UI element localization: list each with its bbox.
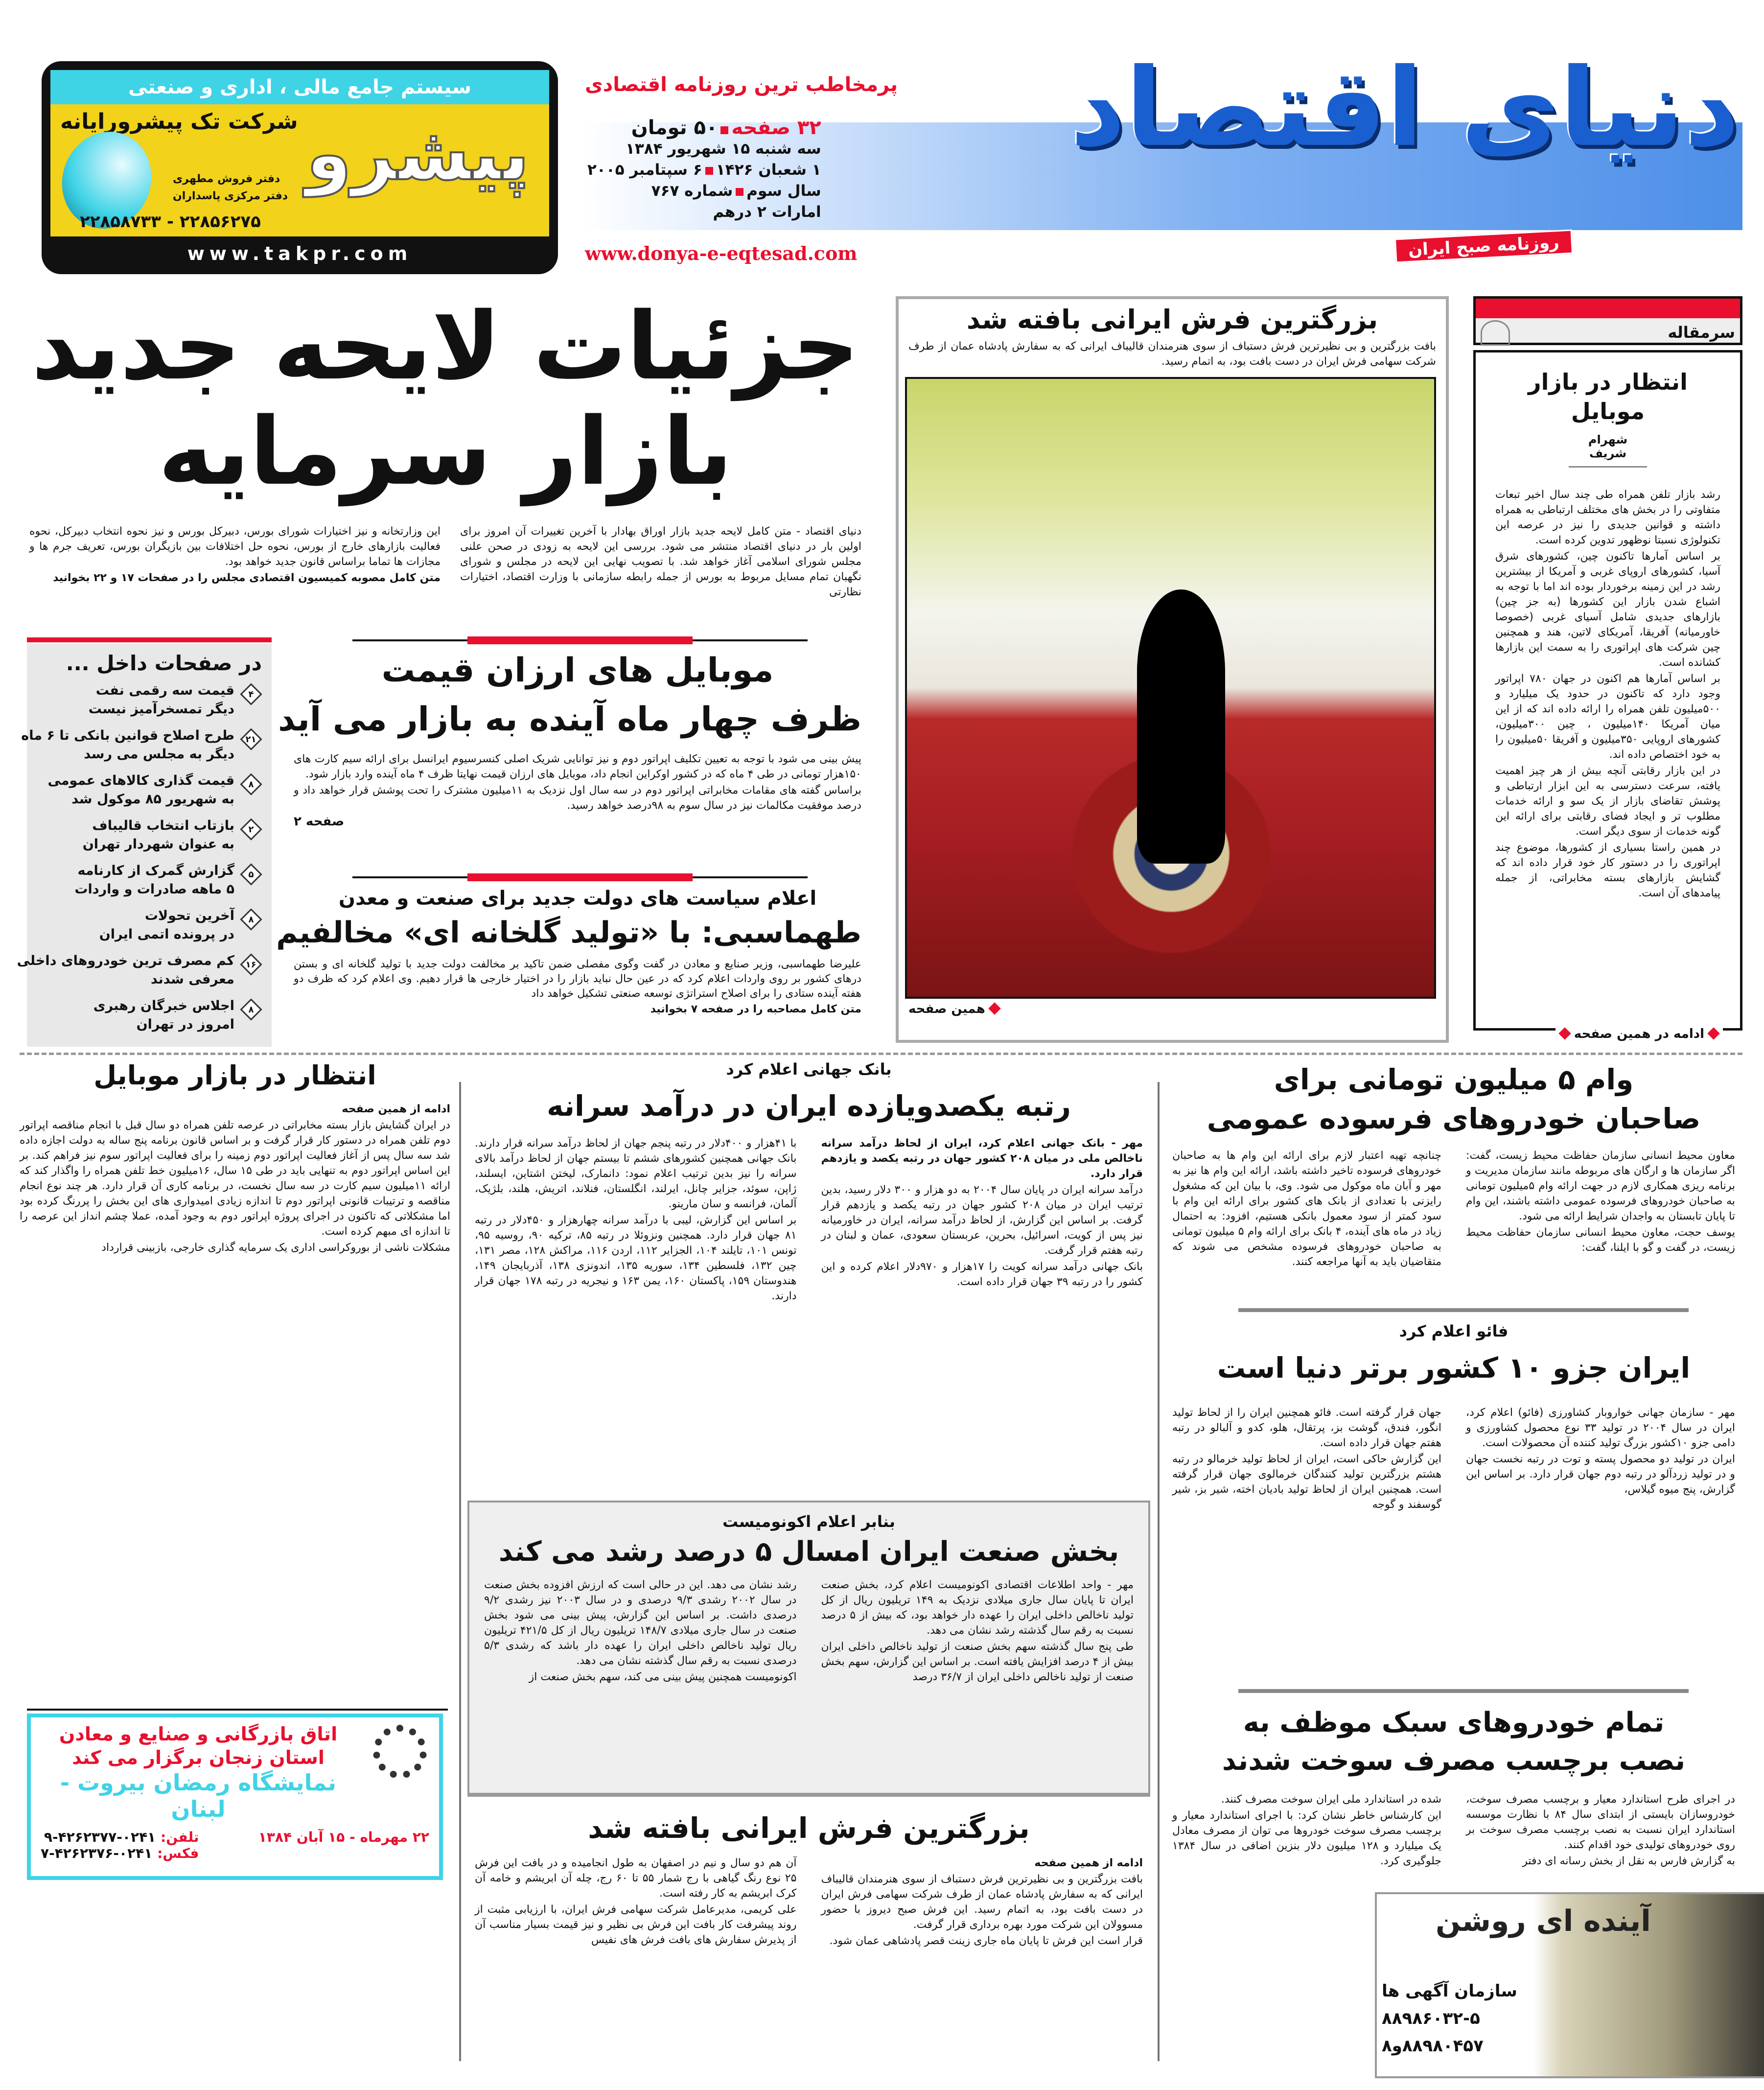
- fao-body: مهر - سازمان جهانی خواروبار کشاورزی (فائو) اعلام کرد، ایران در سال ۲۰۰۴ در تولید ۳۳ نوع محصول کشاورزی و دامی جزو ۱۰کشور بزرگ تولید کننده آن محصولات است. ایران در تولید دو محصول پسته و توت در رتبه نخست جهان و در تولید زردآلو در رتبه دوم جهان قرار دارد. بر اساس این گزارش، پنج میوه گیلاس، جهان قرار گرفته است. فائو همچنین ایران را از لحاظ تولید انگور، فندق، گوشت بز، پرتقال، هلو، کدو و آلبالو در رتبه هفتم جهان قرار داده است. این گزارش حاکی است، ایران از لحاظ تولید خرمالو در رتبه هشتم بزرگترین تولید کنندگان خرمالوی جهان قرار گرفته است. همچنین ایران از لحاظ تولید بادیان اخته، شیر بز، شیر گوسفند و گوجه: [1172, 1407, 1735, 1511]
- uae-price: امارات ۲ درهم: [713, 203, 821, 221]
- ad-office: دفتر مرکزی پاسداران: [173, 190, 288, 202]
- ad-dates: ۲۲ مهرماه - ۱۵ آبان ۱۳۸۴: [258, 1829, 429, 1845]
- economist-kicker: بنابر اعلام اکونومیست: [722, 1512, 895, 1531]
- worldbank-kicker: بانک جهانی اعلام کرد: [726, 1060, 892, 1079]
- item-line: قیمت گذاری کالاهای عمومی: [47, 773, 234, 788]
- economist-headline[interactable]: بخش صنعت ایران امسال ۵ درصد رشد می کند: [498, 1536, 1119, 1568]
- newspaper-logo: دنیای اقتصاد: [1070, 45, 1740, 170]
- photo-story-box: [896, 296, 1449, 1043]
- slogan: پرمخاطب ترین روزنامه اقتصادی: [585, 73, 898, 96]
- page-number-diamond-icon: ۸: [240, 998, 262, 1020]
- inside-page-item[interactable]: [37, 907, 262, 944]
- editorial-continue[interactable]: ادامه در همین صفحه: [1574, 1027, 1704, 1041]
- item-line: ۵ ماهه صادرات و واردات: [74, 882, 234, 897]
- ad-office: دفتر فروش مطهری: [173, 173, 280, 185]
- section-divider: [20, 1053, 1742, 1055]
- editorial-label: سرمقاله: [1668, 323, 1735, 342]
- item-line: گزارش گمرک از کارنامه: [77, 863, 234, 878]
- page-number-diamond-icon: ۸: [240, 773, 262, 795]
- cars-headline[interactable]: تمام خودروهای سبک موظف به نصب برچسب مصرف سوخت شدند: [1222, 1707, 1686, 1777]
- economist-box: بنابر اعلام اکونومیست بخش صنعت ایران امسال ۵ درصد رشد می کند مهر - واحد اطلاعات اقتصادی اکونومیست اعلام کرد، بخش صنعت ایران تا پایان سال جاری میلادی نزدیک به ۱۴۹ تریلیون ریال از کل تولید ناخالص داخلی ایران را عهده دار خواهد بود، که بیش از ۵ درصد نسبت به رقم سال گذشته رشد نشان می دهد. طی پنج سال گذشته سهم بخش صنعت از تولید ناخالص داخلی ایران بیش از ۴ درصد افزایش یافته است. بر اساس این گزارش، سهم بخش صنعت از تولید ناخالص داخلی ایران از ۳۶/۷ درصد رشد نشان می دهد. این در حالی است که ارزش افزوده بخش صنعت در سال ۲۰۰۲ رشدی ۹/۳ درصدی و در سال ۲۰۰۳ نیز رشدی ۹/۲ درصدی داشت. بر اساس این گزارش، پیش بینی می شود بخش صنعت در سال جاری میلادی ۱۴۸/۷ تریلیون ریال از کل ۴۲۱/۵ تریلیون ریال تولید ناخالص داخلی ایران را عهده دار باشد که رشدی ۵/۳ درصدی نسبت به رقم سال گذشته نشان می دهد. اکونومیست همچنین پیش بینی می کند، سهم بخش صنعت از: [467, 1501, 1150, 1797]
- ad-phones: ۲۲۸۵۶۲۷۵ - ۲۲۸۵۸۷۳۳: [80, 212, 261, 232]
- mobile-cont-body: ادامه از همین صفحه در ایران گشایش بازار بسته مخابراتی در عرصه تلفن همراه دو سال قبل با انجام مناقصه اپراتور دوم تلفن همراه در دستور کار قرار گرفت و بر اساس قانون برنامه پنج ساله به دولت اجازه داده شد سه سال پس از آغاز فعالیت اپراتور دوم زمینه را برای فعالیت اپراتور سوم نیز فراهم کند. بر این اساس اپراتور دوم به تنهایی باید در طی ۱۵ سال، ۱۶میلیون خط تلفن همراه را واگذار کند که ارائه ۱۱میلیون سیم کارت در سه سال نخست، در برنامه کاری آن قرار دارد. هر چند نوع انجام مناقصه و ترتیبات قانونی اپراتور دوم تا اندازه زیادی امیدواری های این بخش را پررنگ کرده بود اما مشکلاتی که تاکنون در اجرای پروژه اپراتور دوم به وجود آمده، عملا چشم انداز این عرصه را تا اندازه ای مبهم کرده است. مشکلات ناشی از بوروکراسی اداری یک سرمایه گذاری خارجی، بازبینی قرارداد: [20, 1103, 450, 1254]
- page-number-diamond-icon: ۱۶: [240, 953, 262, 975]
- loan-headline[interactable]: وام ۵ میلیون تومانی برای صاحبان خودروهای فرسوده عمومی: [1207, 1063, 1701, 1135]
- page-number-diamond-icon: ۸: [240, 908, 262, 930]
- item-line: در پرونده اتمی ایران: [99, 927, 234, 942]
- globe-icon: [1481, 320, 1510, 346]
- column-rule: [1158, 1082, 1160, 2061]
- website-link[interactable]: www.donya-e-eqtesad.com: [585, 242, 858, 264]
- photo-headline[interactable]: بزرگترین فرش ایرانی بافته شد: [966, 304, 1378, 335]
- inside-page-item[interactable]: [37, 772, 262, 809]
- inside-page-item[interactable]: [37, 817, 262, 854]
- item-line: اجلاس خبرگان رهبری: [93, 998, 234, 1013]
- tahmasebi-headline[interactable]: طهماسبی: با «تولید گلخانه ای» مخالفیم: [276, 916, 861, 950]
- price: ۵۰ تومان: [631, 117, 718, 139]
- photo-page-ref[interactable]: همین صفحه: [908, 1002, 985, 1016]
- cars-body: در اجرای طرح استاندارد معیار و برچسب مصرف سوخت، خودروسازان بایستی از ابتدای سال ۸۴ با نظارت موسسه استاندارد ایران نسبت به نصب برچسب مصرف سوخت بر روی خودروهای تولیدی خود اقدام کنند. به گزارش فارس به نقل از بخش رسانه ای دفتر شده در استاندارد ملی ایران سوخت مصرف کنند. این کارشناس خاطر نشان کرد: با اجرای استاندارد معیار و برچسب مصرف سوخت خودروها می توان از مصرف معادل یک میلیارد و ۱۲۸ میلیون دلار بنزین اضافی در سال ۱۳۸۴ جلوگیری کرد.: [1172, 1793, 1735, 1867]
- item-line: به عنوان شهردار تهران: [82, 837, 234, 852]
- divider: [27, 1709, 448, 1711]
- page-number-diamond-icon: ۲۱: [240, 728, 262, 750]
- page-number-diamond-icon: ۴: [240, 683, 262, 705]
- takpr-advertisement[interactable]: [42, 61, 558, 274]
- inside-page-item[interactable]: [37, 862, 262, 899]
- item-line: معرفی شدند: [150, 972, 234, 987]
- ad-header: سیستم جامع مالی ، اداری و صنعتی: [50, 70, 549, 104]
- ad-title: آینده ای روشن: [1436, 1904, 1651, 1938]
- zanjan-chamber-advertisement[interactable]: اتاق بازرگانی و صنایع و معادن استان زنجان برگزار می کند نمایشگاه رمضان بیروت - لبنان ۲۲ مهرماه - ۱۵ آبان ۱۳۸۴ تلفن: ۰۲۴۱-۴۲۶۲۳۷۷-۹ فکس: ۰۲۴۱-۴۲۶۲۳۷۶-۷: [27, 1714, 443, 1880]
- editorial-column: [1473, 296, 1742, 1043]
- divider: [1238, 1308, 1689, 1312]
- column-rule: [459, 1082, 461, 2061]
- item-line: دیگر به مجلس می رسد: [84, 747, 234, 762]
- mobile-headline[interactable]: موبایل های ارزان قیمت ظرف چهار ماه آینده به بازار می آید: [278, 651, 861, 739]
- loan-body: معاون محیط انسانی سازمان حفاظت محیط زیست، گفت: اگر سازمان ها و ارگان های مربوطه مانند سازمان مدیریت و برنامه ریزی همکاری لازم در جهت ارائه وام ۵میلیون تومانی به صاحبان خودروهای فرسوده عمومی داشته باشند، این وام تا پایان تابستان به واجدان شرایط ارائه می شود. یوسف حجت، معاون محیط انسانی سازمان حفاظت محیط زیست، در گفت و گو با ایلنا، گفت: چنانچه تهیه اعتبار لازم برای ارائه این وام ها به صاحبان خودروهای فرسوده تاخیر داشته باشد، ارائه این وام ها نیز به مهر و آبان ماه موکول می شود. وی، با بیان این که مشغول رایزنی با تعدادی از بانک های کشور برای ارائه این وام با سود کمتر از سود معمول بانکی هستیم، افزود: به احتمال زیاد در ماه های آینده، ۴ بانک برای ارائه وام ۵ میلیون تومانی به صاحبان خودروهای فرسوده مشخص می شوند که متقاضیان باید به آنها مراجعه کنند.: [1172, 1150, 1736, 1268]
- tahmasebi-body: علیرضا طهماسبی، وزیر صنایع و معادن در گفت وگوی مفصلی ضمن تاکید بر مخالفت دولت جدید با تولید گلخانه ای و بستن درهای کشور بر روی واردات اعلام کرد که در عین حال نباید بازار را در اختیار خارجی ها قرار دهیم. وی اعلام کرد که ظرف دو هفته آینده ستادی را برای اصلاح استراتژی توسعه صنعتی تشکیل خواهد داد متن کامل مصاحبه را در صفحه ۷ بخوانید: [294, 957, 861, 1018]
- worldbank-headline[interactable]: رتبه یکصدویازده ایران در درآمد سرانه: [547, 1089, 1071, 1123]
- carpet-photo: [905, 377, 1436, 999]
- mobile-cont-headline[interactable]: انتظار در بازار موبایل: [93, 1060, 376, 1091]
- lead-body-col1: دنیای اقتصاد - متن کامل لایحه جدید بازار اوراق بهادار با آخرین تغییرات آن امروز برای اولین بار در دنیای اقتصاد منتشر می شود. بررسی این لایحه به زودی در صحن علنی مجلس شورای اسلامی آغاز خواهد شد. با تصویب نهایی این لایحه در مجلس و شورای نگهبان تمام مسایل مربوط به بورس از جمله رابطه سازمانی با وزارت اقتصاد، اختیارات نظارتی: [460, 525, 861, 598]
- date-gregorian: ۶ سپتامبر ۲۰۰۵: [587, 161, 702, 179]
- item-line: دیگر تمسخرآمیز نیست: [88, 702, 234, 717]
- inside-page-item[interactable]: [37, 681, 262, 719]
- item-line: بازتاب انتخاب قالیباف: [92, 818, 234, 833]
- tahmasebi-kicker: اعلام سیاست های دولت جدید برای صنعت و معدن: [338, 887, 817, 910]
- item-line: به شهریور ۸۵ موکول شد: [71, 792, 234, 807]
- sidebar-red-bar: [27, 637, 272, 642]
- item-line: امروز در تهران: [136, 1017, 234, 1032]
- inside-title: در صفحات داخل ...: [66, 651, 262, 675]
- item-line: آخرین تحولات: [144, 908, 234, 923]
- photo-caption: بافت بزرگترین و بی نظیرترین فرش دستباف از سوی هنرمندان قالیباف ایرانی که به سفارش پادشاه عمان از طرف شرکت سهامی فرش ایران در دست بافت بود، به اتمام رسید.: [908, 340, 1436, 368]
- ad-brand-logo: پیشرو: [306, 112, 530, 197]
- ad-company: شرکت تک پیشرورایانه: [60, 109, 298, 134]
- lead-headline[interactable]: جزئیات لایحه جدید بازار سرمایه: [31, 292, 859, 506]
- fao-kicker: فائو اعلام کرد: [1399, 1322, 1509, 1340]
- year: سال سوم: [746, 182, 821, 200]
- date-hijri: ۱ شعبان ۱۴۲۶: [716, 161, 821, 179]
- worldbank-body: مهر - بانک جهانی اعلام کرد، ایران از لحاظ درآمد سرانه ناخالص ملی در میان ۲۰۸ کشور جهان در رتبه یکصد و یازدهم قرار دارد. درآمد سرانه ایران در پایان سال ۲۰۰۴ به دو هزار و ۳۰۰ دلار رسید، بدین ترتیب ایران در میان ۲۰۸ کشور جهان در رتبه یکصد و یازدهم قرار گرفت. بر اساس این گزارش، از لحاظ درآمد سرانه، ایران در خاورمیانه نیز پس از کویت، اسرائیل، بحرین، عربستان سعودی، عمان و لبنان در رتبه هفتم قرار گرفت. بانک جهانی درآمد سرانه کویت را ۱۷هزار و ۹۷۰دلار اعلام کرده و این کشور را در رتبه ۳۹ جهان قرار داده است. با ۴۱هزار و ۴۰۰دلار در رتبه پنجم جهان از لحاظ درآمد سرانه قرار دارند. بانک جهانی همچنین کشورهای ششم تا بیستم جهان از لحاظ درآمد بالای سرانه را نیز بدین ترتیب اعلام نمود: دانمارک، لیختن اشتاین، ایسلند، ژاپن، سوئد، جزایر چانل، ایرلند، انگلستان، فنلاند، اتریش، هلند، بلژیک، آلمان، فرانسه و سان مارینو. بر اساس این گزارش، لیبی با درآمد سرانه چهارهزار و ۴۵۰دلار در رتبه ۸۱ جهان قرار دارد. همچنین ونزوئلا در رتبه ۸۵، ترکیه ۹۰، روسیه ۹۵، تونس ۱۰۱، تایلند ۱۰۴، الجزایر ۱۱۲، اردن ۱۱۶، مراکش ۱۲۸، مصر ۱۳۱، چین ۱۳۲، فلسطین ۱۳۴، سوریه ۱۳۵، اندونزی ۱۳۸، آذربایجان ۱۴۹، هندوستان ۱۵۹، پاکستان ۱۶۰، یمن ۱۶۳ و نیجریه در رتبه ۱۷۸ جهان قرار دارند.: [475, 1137, 1143, 1302]
- item-line: طرح اصلاح قوانین بانکی تا ۶ ماه: [21, 728, 234, 743]
- inside-page-item[interactable]: [17, 952, 262, 989]
- woman-figure: [1137, 589, 1225, 864]
- red-accent: [467, 873, 693, 881]
- item-line: کم مصرف ترین خودروهای داخلی: [17, 953, 234, 968]
- tahmasebi-continue-link[interactable]: متن کامل مصاحبه را در صفحه ۷ بخوانید: [650, 1003, 861, 1015]
- lead-body-col2: این وزارتخانه و نیز اختیارات شورای بورس، دبیرکل بورس و نیز نحوه انتخاب دبیرکل، نحوه فعالیت بازارهای خارج از بورس، نحوه حل اختلافات بین بازیگران بورس، تعریف جرم ها و مجازات ها تماما براساس قانون جدید خواهد بود. متن کامل مصوبه کمیسیون اقتصادی مجلس را در صفحات ۱۷ و ۲۲ بخوانید: [29, 524, 441, 587]
- item-line: قیمت سه رقمی نفت: [95, 683, 234, 698]
- mobile-body: پیش بینی می شود با توجه به تعیین تکلیف اپراتور دوم و نیز توانایی شریک اصلی کنسرسیوم ایرانسل برای ارائه سیم کارت های ۱۵۰هزار تومانی در طی ۴ ماه که در کشور اوکراین انجام داد، موبایل های ارزان قیمت نهایتا ظرف ۴ ماه آینده وارد بازار شود. براساس گفته های مقامات مخابراتی اپراتور دوم در سه سال اول نزدیک به ۱۱میلیون مشترک را تحت پوشش قرار خواهد داد و درصد موفقیت مکالمات نیز در سال سوم به ۹۸درصد خواهد رسید. صفحه ۲: [294, 753, 861, 829]
- carpet-headline[interactable]: بزرگترین فرش ایرانی بافته شد: [588, 1811, 1030, 1845]
- carpet-body: ادامه از همین صفحه بافت بزرگترین و بی نظیرترین فرش دستباف از سوی هنرمندان قالیباف ایرانی که به سفارش پادشاه عمان از طرف شرکت سهامی فرش ایران در دست بافت بود، به اتمام رسید. این فرش صبح دیروز با حضور مسوولان این شرکت مورد بهره برداری قرار گرفت. قرار است این فرش تا پایان ماه جاری زینت قصر پادشاهی عمان شود. آن هم دو سال و نیم در اصفهان به طول انجامیده و در بافت این فرش ۲۵ نوع رنگ گیاهی با رج شمار ۵۵ تا ۶۰ رج، چله آن ابریشم و خامه آن کرک ابریشم به کار رفته است. علی کریمی، مدیرعامل شرکت سهامی فرش ایران، با ارزیابی مثبت از روند پیشرفت کار بافت این فرش بی نظیر و نیز قیمت بسیار مناسب آن از پذیرش سفارش های بافت فرش های نفیس: [475, 1857, 1143, 1947]
- inside-page-item[interactable]: [21, 727, 262, 764]
- date-persian: سه شنبه ۱۵ شهریور ۱۳۸۴: [625, 140, 821, 158]
- editorial-author: شهرام شریف: [1569, 433, 1647, 468]
- chamber-logo-icon: [373, 1725, 427, 1779]
- page-count: ۳۲ صفحه: [731, 117, 821, 139]
- inside-page-item[interactable]: [37, 997, 262, 1034]
- issue-number: شماره ۷۶۷: [651, 182, 733, 200]
- red-accent: [467, 636, 693, 644]
- fao-headline[interactable]: ایران جزو ۱۰ کشور برتر دنیا است: [1217, 1351, 1691, 1385]
- ad-agency-advertisement[interactable]: آینده ای روشن سازمان آگهی ها ۸۸۹۸۶۰۳۲-۵ ۸۸۹۸۰۴۵۷و۸: [1375, 1892, 1764, 2078]
- lead-continue-link[interactable]: متن کامل مصوبه کمیسیون اقتصادی مجلس را در صفحات ۱۷ و ۲۲ بخوانید: [53, 572, 441, 584]
- editorial-title[interactable]: انتظار در بازار موبایل: [1528, 369, 1688, 424]
- editorial-body: رشد بازار تلفن همراه طی چند سال اخیر تبعات متفاوتی را در بخش های مختلف ارتباطی به همراه داشته و قوانین جدیدی را نیز در عرصه این تکنولوژی نسبتا نوظهور تدوین کرده است. بر اساس آمارها تاکنون چین، کشورهای شرق آسیا، کشورهای اروپای غربی و آمریکا از بیشترین رشد در این زمینه برخوردار بوده اند اما با توجه به اشباع شدن بازار این کشورها (به جز چین) بازارهای جدیدی شامل آسیای غربی (خصوصا خاورمیانه) آفریقا، آمریکای لاتین، هند و همچنین چین شرکت های اپراتوری را به سمت این بازارها کشانده است. بر اساس آمارها هم اکنون در جهان ۷۸۰ اپراتور وجود دارد که تاکنون در حدود یک میلیارد و ۵۰۰میلیون تلفن همراه را ارائه داده اند که از این میان آمریکا ۱۴۰میلیون ، چین ۳۰۰میلیون، کشورهای اروپایی ۳۵۰میلیون و آفریقا ۵۰میلیون را به خود اختصاص داده اند. در این بازار رقابتی آنچه بیش از هر چیز اهمیت یافته، سرعت دسترسی به این ابزار ارتباطی و پوشش تقاضای بازار از یک سو و ارائه خدمات مطلوب تر و ایجاد فضای رقابتی برای ارائه این گونه خدمات از سوی دیگر است. در همین راستا بسیاری از کشورها، موضوع چند اپراتوری را در دستور کار خود قرار داده اند که گشایش بازارهای بسته مخابراتی، از جمله پیامدهای آن است.: [1495, 489, 1721, 899]
- ad-event: نمایشگاه رمضان بیروت - لبنان: [60, 1769, 337, 1822]
- issue-info: [587, 117, 821, 223]
- inside-pages-box: [17, 644, 272, 1047]
- morning-paper-tag: روزنامه صبح ایران: [1394, 230, 1573, 263]
- page-number-diamond-icon: ۲: [240, 818, 262, 840]
- divider: [1238, 1689, 1689, 1693]
- ad-url: www.takpr.com: [187, 243, 413, 264]
- page-ref[interactable]: صفحه ۲: [294, 814, 345, 829]
- page-number-diamond-icon: ۵: [240, 863, 262, 885]
